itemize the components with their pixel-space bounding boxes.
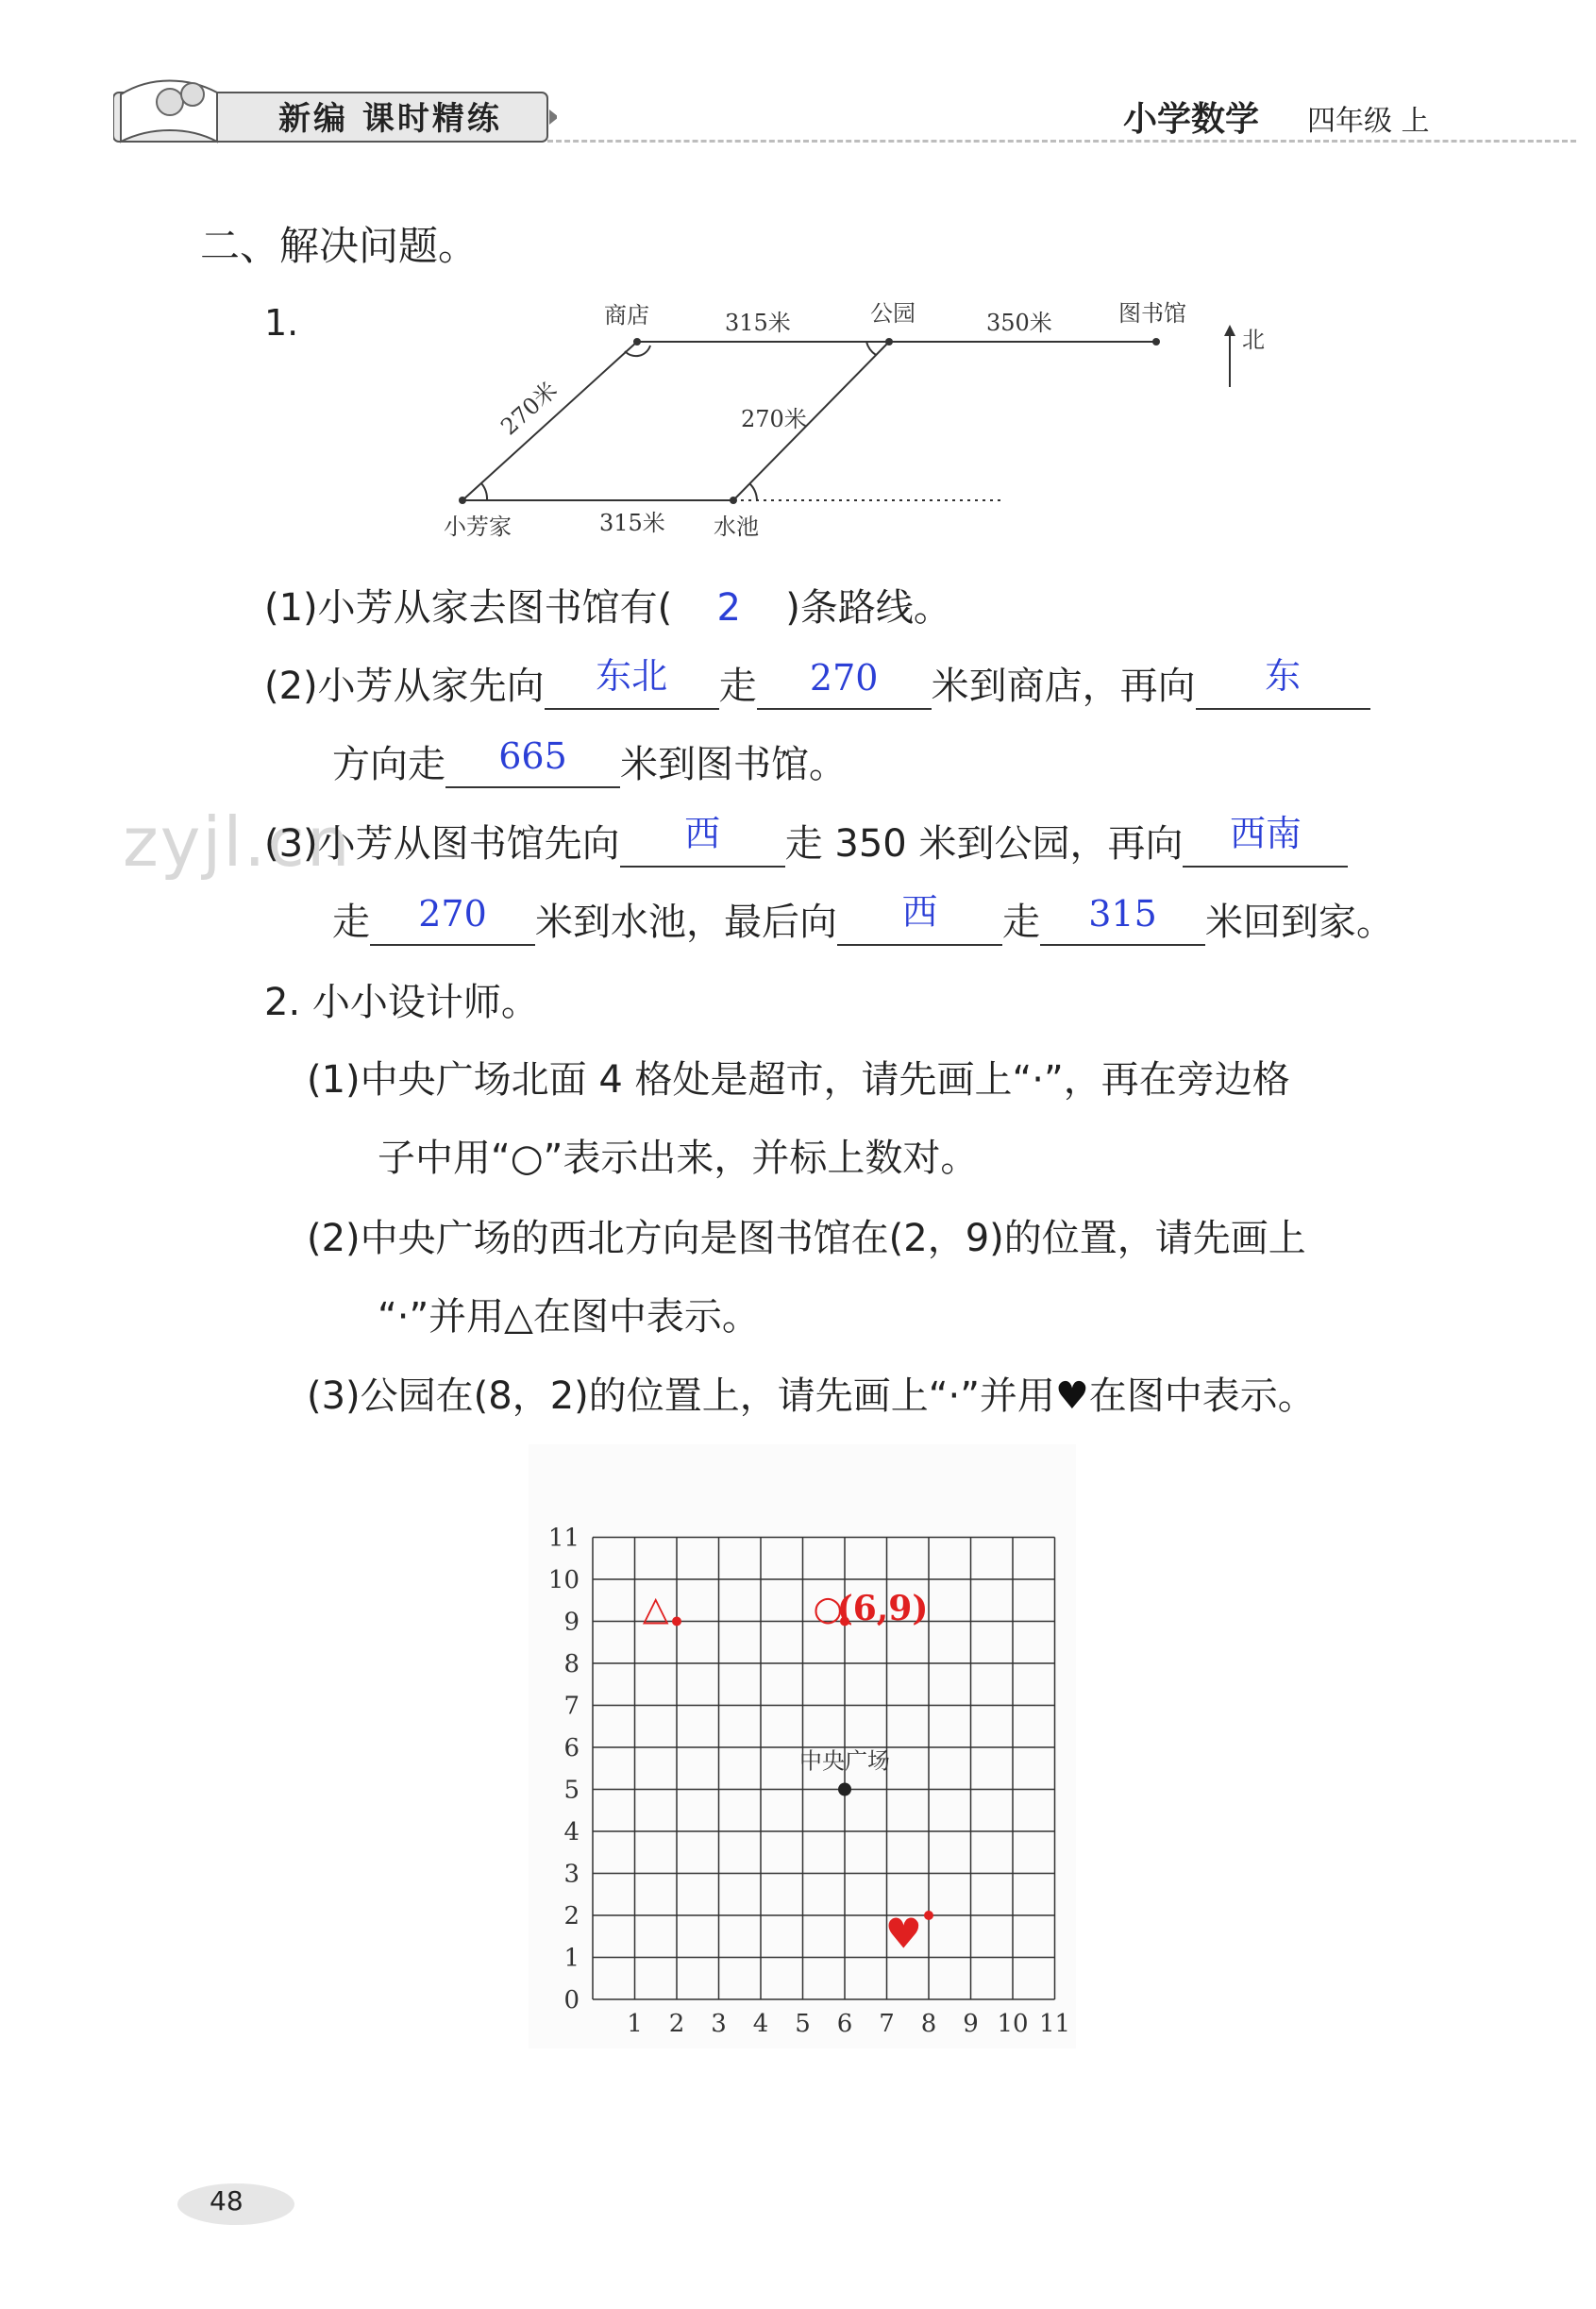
library-dot [1152,338,1160,346]
blank-direction-4[interactable]: 西南 [1183,820,1348,868]
point-park [924,1911,933,1920]
pond-dot [730,497,737,504]
angle-arc-shop [625,346,650,356]
blank-distance-4[interactable]: 315 [1040,899,1205,946]
y-tick-label: 2 [563,1902,580,1930]
road-home-shop [462,342,637,500]
blank-direction-3[interactable]: 西 [620,820,785,868]
y-tick-label: 3 [563,1860,580,1889]
label-park: 公园 [870,300,916,327]
shop-dot [633,338,641,346]
q1-sub1: (1)小芳从家去图书馆有( 2 )条路线。 [264,586,951,630]
park-dot [885,338,893,346]
x-tick-label: 9 [963,2010,979,2038]
question-1-number: 1. [264,302,299,344]
grade-label: 四年级 上 [1307,105,1430,138]
q2-p2-line2: “·”并用△在图中表示。 [378,1295,760,1339]
x-tick-label: 10 [997,2010,1029,2038]
angle-arc-park [866,342,876,355]
y-tick-label: 8 [563,1650,580,1678]
y-tick-label: 1 [563,1944,580,1973]
label-d-pond-park: 270米 [741,406,807,432]
blank-direction-1[interactable]: 东北 [545,663,719,710]
blank-distance-3[interactable]: 270 [370,899,535,946]
blank-distance-1[interactable]: 270 [757,663,932,710]
label-north: 北 [1242,327,1265,353]
q2-p3: (3)公园在(8，2)的位置上，请先画上“·”并用♥在图中表示。 [307,1374,1316,1418]
x-tick-label: 2 [668,2010,685,2038]
heart-icon: ♥ [1054,1374,1089,1418]
angle-arc-home [481,483,487,500]
home-dot [459,497,466,504]
north-arrow-icon [1224,325,1235,336]
watermark: zyjl.cn [123,802,352,882]
point-central-plaza [838,1783,851,1796]
point-label-central-plaza: 中央广场 [799,1747,890,1775]
heart-icon: ♥ [884,1910,923,1959]
y-tick-label: 0 [563,1986,580,2014]
label-pond: 水池 [714,514,759,540]
label-d-home-shop: 270米 [496,376,563,441]
label-d-shop-park: 315米 [725,310,791,336]
grid-lines [529,1444,1076,2048]
label-shop: 商店 [604,302,649,329]
coordinate-grid [529,1444,1076,2048]
y-tick-label: 4 [563,1818,580,1846]
q1-sub3-line1: (3)小芳从图书馆先向 西 走 350 米到公园，再向 西南 [264,814,1348,868]
label-d-park-library: 350米 [986,310,1052,336]
x-tick-label: 7 [879,2010,895,2038]
coordinate-label: (6,9) [836,1589,929,1629]
q1-sub2-line2: 方向走 665 米到图书馆。 [332,735,847,786]
header-divider [547,140,1576,143]
blank-direction-2[interactable]: 东 [1196,663,1370,710]
blank-distance-2[interactable]: 665 [445,741,620,788]
route-map [415,283,1284,557]
answer-route-count: 2 [716,586,741,630]
page-number: 48 [210,2185,244,2216]
y-tick-label: 11 [547,1524,580,1553]
q2-p1-line2: 子中用“○”表示出来，并标上数对。 [378,1137,979,1180]
q1-sub3-line2: 走 270 米到水池，最后向 西 走 315 米回到家。 [332,891,1394,944]
subject-title: 小学数学 [1123,100,1260,139]
x-tick-label: 4 [752,2010,769,2038]
blank-direction-5[interactable]: 西 [837,899,1002,946]
section-title: 二、解决问题。 [200,223,479,269]
brand-title: 新编 课时精练 [278,100,502,138]
x-tick-label: 1 [627,2010,643,2038]
q2-p2-line1: (2)中央广场的西北方向是图书馆在(2，9)的位置，请先画上 [307,1217,1306,1260]
q1-sub2-line1: (2)小芳从家先向 东北 走 270 米到商店，再向 东 [264,656,1370,710]
y-tick-label: 5 [563,1776,580,1805]
label-library: 图书馆 [1118,300,1186,327]
circle-icon: ○ [813,1589,843,1629]
y-tick-label: 6 [563,1734,580,1762]
x-tick-label: 8 [920,2010,937,2038]
y-tick-label: 7 [563,1692,580,1721]
label-d-home-pond: 315米 [599,510,665,536]
label-home: 小芳家 [444,514,512,540]
angle-arc-pond [749,483,757,500]
point-library [672,1617,681,1626]
question-2-title: 2. 小小设计师。 [264,981,539,1024]
y-tick-label: 10 [547,1566,580,1594]
x-tick-label: 6 [836,2010,853,2038]
x-tick-label: 3 [711,2010,727,2038]
x-tick-label: 5 [795,2010,811,2038]
triangle-icon: △ [642,1589,669,1629]
x-tick-label: 11 [1038,2010,1071,2038]
y-tick-label: 9 [563,1608,580,1637]
q2-p1-line1: (1)中央广场北面 4 格处是超市，请先画上“·”，再在旁边格 [307,1058,1290,1102]
